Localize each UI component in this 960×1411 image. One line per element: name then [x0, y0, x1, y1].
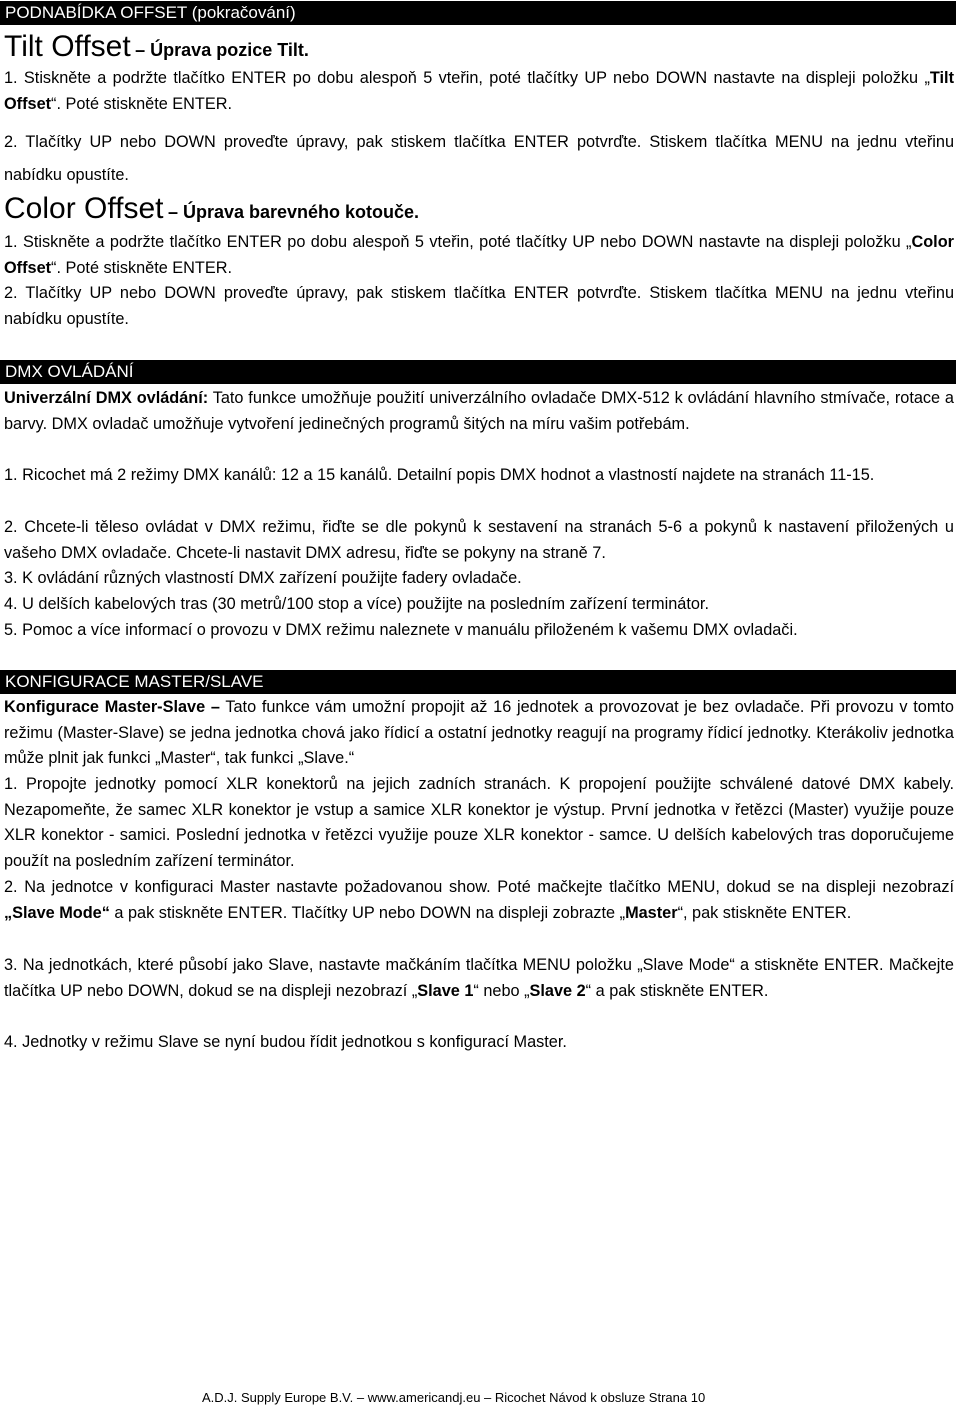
slave-2-label: Slave 2	[529, 981, 586, 1000]
section-header-dmx: DMX OVLÁDÁNÍ	[0, 360, 956, 384]
tilt-offset-menu-item: Tilt Offset	[4, 69, 954, 113]
ms-intro-label: Konfigurace Master-Slave –	[4, 698, 220, 716]
slave-1-label: Slave 1	[417, 981, 474, 1000]
ms-item-2: 2. Na jednotce v konfiguraci Master nastavte požadovanou show. Poté mačkejte tlačítko MENU, dokud se na displeji nezobrazí „Slave Mode“ a pak stiskněte ENTER. Tlačítky UP nebo DOWN na displeji zobrazte „Master“, pak stiskněte ENTER.	[4, 878, 954, 922]
ms-item-4: 4. Jednotky v režimu Slave se nyní budou řídit jednotkou s konfigurací Master.	[4, 1033, 567, 1051]
tilt-offset-heading: Tilt Offset	[4, 30, 131, 63]
ms-item-1: 1. Propojte jednotky pomocí XLR konektorů na jejich zadních stranách. K propojení použijte schválené datové DMX kabely. Nezapomeňte, že samec XLR konektor je vstup a samice XLR konektor je výstup. První jednotka v řetězci (Master) využije pouze XLR konektor - samici. Poslední jednotka v řetězci využije pouze XLR konektor - samce. U delších kabelových tras doporučujeme použít na posledním zařízení terminátor.	[4, 775, 954, 870]
dmx-item-2: 2. Chcete-li těleso ovládat v DMX režimu, řiďte se dle pokynů k sestavení na stranách 5-6 a pokynů k nastavení přiložených u vašeho DMX ovladače. Chcete-li nastavit DMX adresu, řiďte se pokyny na straně 7.	[4, 518, 954, 562]
slave-mode-label: „Slave Mode“	[4, 903, 110, 922]
page-footer: A.D.J. Supply Europe B.V. – www.americandj.eu – Ricochet Návod k obsluze Strana 10	[202, 1390, 706, 1405]
color-step-2: 2. Tlačítky UP nebo DOWN proveďte úpravy, pak stiskem tlačítka ENTER potvrďte. Stiskem tlačítka MENU na jednu vteřinu nabídku opustíte.	[4, 284, 954, 328]
dmx-item-5: 5. Pomoc a více informací o provozu v DMX režimu naleznete v manuálu přiloženém k vašemu DMX ovladači.	[4, 621, 798, 639]
tilt-step-2: 2. Tlačítky UP nebo DOWN proveďte úpravy, pak stiskem tlačítka ENTER potvrďte. Stiskem tlačítka MENU na jednu vteřinu nabídku opustíte.	[4, 133, 954, 184]
ms-intro: Konfigurace Master-Slave – Tato funkce vám umožní propojit až 16 jednotek a provozovat je bez ovladače. Při provozu v tomto režimu (Master-Slave) se jedna jednotka chová jako řídicí a ostatní jednotky reagují na programy řídicí jednotky. Kterákoliv jednotka může plnit jak funkci „Master“, tak funkci „Slave.“	[4, 698, 954, 768]
master-label: Master	[625, 903, 678, 922]
color-offset-title	[4, 189, 419, 234]
tilt-offset-subtitle: – Úprava pozice Tilt.	[135, 40, 309, 60]
section-header-master-slave: KONFIGURACE MASTER/SLAVE	[0, 670, 956, 694]
dmx-intro-label: Univerzální DMX ovládání:	[4, 389, 209, 407]
color-step-1: 1. Stiskněte a podržte tlačítko ENTER po dobu alespoň 5 vteřin, poté tlačítky UP nebo DOWN nastavte na displeji položku „Color Offset“. Poté stiskněte ENTER.	[4, 233, 954, 277]
dmx-item-1: 1. Ricochet má 2 režimy DMX kanálů: 12 a 15 kanálů. Detailní popis DMX hodnot a vlastností najdete na stranách 11-15.	[4, 466, 875, 484]
section-header-offset: PODNABÍDKA OFFSET (pokračování)	[0, 1, 956, 25]
tilt-step-1: 1. Stiskněte a podržte tlačítko ENTER po dobu alespoň 5 vteřin, poté tlačítky UP nebo DOWN nastavte na displeji položku „Tilt Offset“. Poté stiskněte ENTER.	[4, 69, 954, 113]
dmx-item-4: 4. U delších kabelových tras (30 metrů/100 stop a více) použijte na posledním zařízení terminátor.	[4, 595, 709, 613]
color-offset-subtitle: – Úprava barevného kotouče.	[167, 202, 420, 222]
color-offset-menu-item: Color Offset	[4, 233, 954, 277]
dmx-intro: Univerzální DMX ovládání: Tato funkce umožňuje použití univerzálního ovladače DMX-512 k ovládání hlavního stmívače, rotace a barvy. DMX ovladač umožňuje vytvoření jedinečných programů šitých na míru vašim potřebám.	[4, 389, 954, 433]
ms-item-3: 3. Na jednotkách, které působí jako Slave, nastavte mačkáním tlačítka MENU položku „Slave Mode“ a stiskněte ENTER. Mačkejte tlačítka UP nebo DOWN, dokud se na displeji nezobrazí „Slave 1“ nebo „Slave 2“ a pak stiskněte ENTER.	[4, 956, 954, 1000]
dmx-item-3: 3. K ovládání různých vlastností DMX zařízení použijte fadery ovladače.	[4, 569, 522, 587]
color-offset-heading: Color Offset	[4, 192, 164, 225]
